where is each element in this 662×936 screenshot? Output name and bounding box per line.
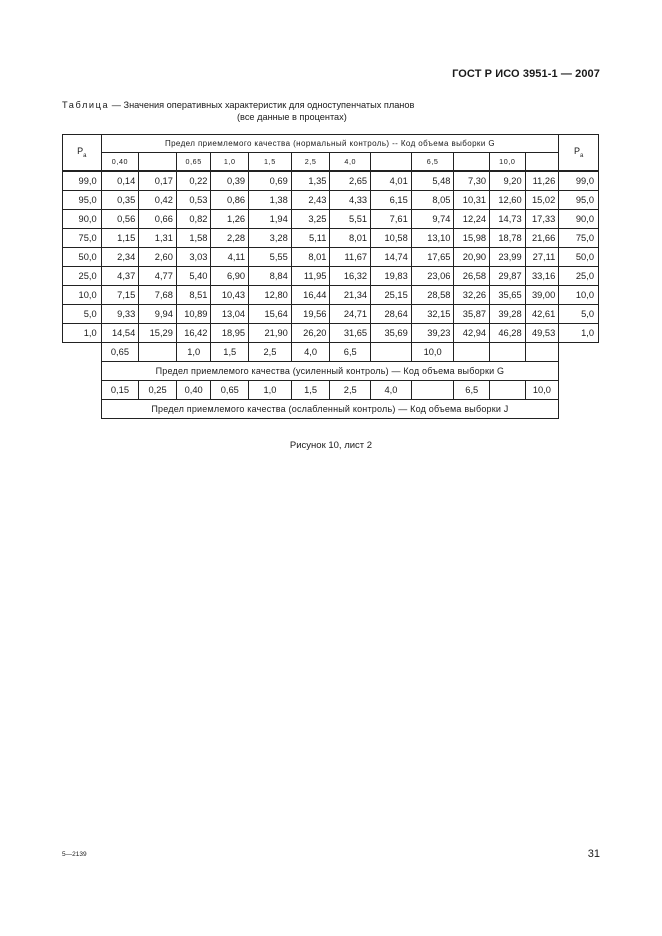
- table-cell: 18,78: [490, 229, 526, 248]
- table-cell: 0,82: [176, 210, 211, 229]
- table-cell: 16,44: [291, 286, 330, 305]
- aql-tightened-cell: [139, 343, 177, 362]
- aql-normal-cell: [371, 153, 412, 172]
- table-cell: 0,56: [101, 210, 139, 229]
- aql-normal-cell: 10,0: [490, 153, 526, 172]
- pa-value-cell: 95,0: [63, 191, 102, 210]
- table-cell: 2,65: [330, 171, 371, 191]
- table-row: [63, 210, 599, 229]
- table-cell: 35,69: [371, 324, 412, 343]
- aql-normal-cell: 1,0: [211, 153, 249, 172]
- table-cell: 1,15: [101, 229, 139, 248]
- aql-tightened-cell: [454, 343, 490, 362]
- table-cell: 15,98: [454, 229, 490, 248]
- table-cell: 1,31: [139, 229, 177, 248]
- table-cell: 13,04: [211, 305, 249, 324]
- table-cell: 27,11: [525, 248, 559, 267]
- table-row: [63, 286, 599, 305]
- pa-value-cell: 75,0: [63, 229, 102, 248]
- table-cell: 28,64: [371, 305, 412, 324]
- table-cell: 9,20: [490, 171, 526, 191]
- table-cell: 0,14: [101, 171, 139, 191]
- aql-reduced-cell: 0,25: [139, 381, 177, 400]
- table-cell: 25,15: [371, 286, 412, 305]
- table-cell: 39,28: [490, 305, 526, 324]
- table-cell: 26,58: [454, 267, 490, 286]
- table-cell: 42,94: [454, 324, 490, 343]
- spacer-cell: [63, 343, 102, 362]
- aql-reduced-cell: 0,40: [176, 381, 211, 400]
- aql-tightened-cell: 6,5: [330, 343, 371, 362]
- table-cell: 16,32: [330, 267, 371, 286]
- table-row: [63, 305, 599, 324]
- spacer-cell: [63, 381, 102, 400]
- pa-value-cell: 50,0: [559, 248, 599, 267]
- table-cell: 23,06: [411, 267, 454, 286]
- reduced-aql-row: [63, 381, 599, 400]
- table-cell: 7,68: [139, 286, 177, 305]
- table-cell: 32,26: [454, 286, 490, 305]
- table-cell: 19,83: [371, 267, 412, 286]
- aql-reduced-cell: 2,5: [330, 381, 371, 400]
- pa-value-cell: 10,0: [559, 286, 599, 305]
- table-cell: 14,54: [101, 324, 139, 343]
- pa-value-cell: 10,0: [63, 286, 102, 305]
- table-cell: 5,48: [411, 171, 454, 191]
- table-cell: 12,24: [454, 210, 490, 229]
- aql-normal-cell: 0,65: [176, 153, 211, 172]
- table-cell: 1,35: [291, 171, 330, 191]
- table-cell: 0,22: [176, 171, 211, 191]
- table-cell: 14,74: [371, 248, 412, 267]
- page-number: 31: [587, 848, 600, 860]
- table-cell: 15,02: [525, 191, 559, 210]
- table-cell: 7,61: [371, 210, 412, 229]
- table-cell: 12,80: [249, 286, 292, 305]
- table-cell: 18,95: [211, 324, 249, 343]
- aql-tightened-cell: [371, 343, 412, 362]
- table-cell: 23,99: [490, 248, 526, 267]
- table-cell: 26,20: [291, 324, 330, 343]
- aql-tightened-cell: 10,0: [411, 343, 454, 362]
- aql-reduced-cell: 0,65: [211, 381, 249, 400]
- table-cell: 39,00: [525, 286, 559, 305]
- table-cell: 2,28: [211, 229, 249, 248]
- aql-normal-cell: 1,5: [249, 153, 292, 172]
- table-cell: 2,43: [291, 191, 330, 210]
- pa-header-right: $P_a$: [559, 135, 599, 172]
- table-cell: 3,03: [176, 248, 211, 267]
- table-cell: 0,69: [249, 171, 292, 191]
- aql-tightened-cell: [525, 343, 559, 362]
- table-cell: 1,26: [211, 210, 249, 229]
- table-cell: 11,26: [525, 171, 559, 191]
- aql-normal-cell: 0,40: [101, 153, 139, 172]
- table-cell: 15,64: [249, 305, 292, 324]
- pa-value-cell: 25,0: [559, 267, 599, 286]
- aql-reduced-cell: 4,0: [371, 381, 412, 400]
- pa-value-cell: 1,0: [559, 324, 599, 343]
- aql-reduced-cell: 1,5: [291, 381, 330, 400]
- aql-tightened-cell: 0,65: [101, 343, 139, 362]
- table-cell: 3,28: [249, 229, 292, 248]
- table-cell: 12,60: [490, 191, 526, 210]
- table-cell: 42,61: [525, 305, 559, 324]
- table-cell: 5,40: [176, 267, 211, 286]
- table-cell: 8,05: [411, 191, 454, 210]
- caption-title: — Значения оперативных характеристик для одноступенчатых планов: [109, 100, 415, 110]
- table-cell: 8,01: [330, 229, 371, 248]
- table-cell: 21,90: [249, 324, 292, 343]
- table-row: [63, 248, 599, 267]
- aql-reduced-cell: 0,15: [101, 381, 139, 400]
- table-cell: 4,01: [371, 171, 412, 191]
- table-cell: 8,51: [176, 286, 211, 305]
- reduced-inspection-label: Предел приемлемого качества (ослабленный контроль) — Код объема выборки J: [101, 400, 559, 419]
- table-cell: 24,71: [330, 305, 371, 324]
- table-cell: 10,58: [371, 229, 412, 248]
- aql-normal-cell: 2,5: [291, 153, 330, 172]
- table-cell: 11,95: [291, 267, 330, 286]
- table-cell: 10,43: [211, 286, 249, 305]
- table-cell: 14,73: [490, 210, 526, 229]
- table-row: [63, 171, 599, 191]
- aql-reduced-cell: 6,5: [454, 381, 490, 400]
- table-cell: 15,29: [139, 324, 177, 343]
- table-cell: 0,17: [139, 171, 177, 191]
- reduced-label-row: [63, 400, 599, 419]
- table-cell: 7,15: [101, 286, 139, 305]
- table-cell: 0,42: [139, 191, 177, 210]
- aql-reduced-cell: [490, 381, 526, 400]
- table-cell: 5,11: [291, 229, 330, 248]
- pa-value-cell: 25,0: [63, 267, 102, 286]
- table-cell: 19,56: [291, 305, 330, 324]
- header-row-1: [63, 135, 599, 153]
- table-cell: 35,87: [454, 305, 490, 324]
- table-cell: 5,51: [330, 210, 371, 229]
- table-cell: 11,67: [330, 248, 371, 267]
- table-cell: 8,84: [249, 267, 292, 286]
- table-cell: 6,15: [371, 191, 412, 210]
- table-cell: 10,89: [176, 305, 211, 324]
- aql-reduced-cell: [411, 381, 454, 400]
- aql-reduced-cell: 1,0: [249, 381, 292, 400]
- aql-reduced-cell: 10,0: [525, 381, 559, 400]
- normal-aql-row: [63, 153, 599, 172]
- table-cell: 5,55: [249, 248, 292, 267]
- aql-normal-cell: [139, 153, 177, 172]
- aql-normal-cell: 4,0: [330, 153, 371, 172]
- table-cell: 1,38: [249, 191, 292, 210]
- normal-inspection-header: Предел приемлемого качества (нормальный контроль) -- Код объема выборки G: [101, 135, 559, 153]
- table-cell: 1,58: [176, 229, 211, 248]
- pa-value-cell: 99,0: [559, 171, 599, 191]
- table-cell: 29,87: [490, 267, 526, 286]
- table-row: [63, 324, 599, 343]
- aql-normal-cell: [525, 153, 559, 172]
- table-cell: 16,42: [176, 324, 211, 343]
- table-cell: 21,34: [330, 286, 371, 305]
- tightened-label-row: [63, 362, 599, 381]
- caption-word: Таблица: [62, 100, 110, 110]
- aql-normal-cell: [454, 153, 490, 172]
- table-cell: 0,35: [101, 191, 139, 210]
- table-cell: 4,11: [211, 248, 249, 267]
- table-cell: 13,10: [411, 229, 454, 248]
- pa-value-cell: 1,0: [63, 324, 102, 343]
- table-cell: 4,33: [330, 191, 371, 210]
- table-cell: 3,25: [291, 210, 330, 229]
- tightened-aql-row: [63, 343, 599, 362]
- table-cell: 9,33: [101, 305, 139, 324]
- table-cell: 8,01: [291, 248, 330, 267]
- table-row: [63, 191, 599, 210]
- table-cell: 1,94: [249, 210, 292, 229]
- pa-value-cell: 50,0: [63, 248, 102, 267]
- pa-value-cell: 75,0: [559, 229, 599, 248]
- table-cell: 10,31: [454, 191, 490, 210]
- table-cell: 9,74: [411, 210, 454, 229]
- table-row: [63, 229, 599, 248]
- table-row: [63, 267, 599, 286]
- caption-subtitle: (все данные в процентах): [237, 112, 347, 122]
- aql-tightened-cell: 1,0: [176, 343, 211, 362]
- print-code: 5—2139: [62, 851, 87, 858]
- aql-tightened-cell: [490, 343, 526, 362]
- table-cell: 0,66: [139, 210, 177, 229]
- table-cell: 39,23: [411, 324, 454, 343]
- table-cell: 28,58: [411, 286, 454, 305]
- aql-tightened-cell: 2,5: [249, 343, 292, 362]
- table-cell: 21,66: [525, 229, 559, 248]
- table-cell: 46,28: [490, 324, 526, 343]
- spacer-cell: [63, 362, 102, 381]
- table-cell: 0,86: [211, 191, 249, 210]
- table-cell: 6,90: [211, 267, 249, 286]
- pa-value-cell: 5,0: [559, 305, 599, 324]
- table-cell: 20,90: [454, 248, 490, 267]
- table-cell: 35,65: [490, 286, 526, 305]
- standard-code: ГОСТ Р ИСО 3951-1 — 2007: [452, 68, 600, 80]
- pa-header-left: $P_a$: [63, 135, 102, 172]
- pa-value-cell: 90,0: [63, 210, 102, 229]
- spacer-cell: [63, 400, 102, 419]
- tightened-inspection-label: Предел приемлемого качества (усиленный контроль) — Код объема выборки G: [101, 362, 559, 381]
- table-caption: [62, 99, 502, 123]
- table-cell: 49,53: [525, 324, 559, 343]
- pa-value-cell: 90,0: [559, 210, 599, 229]
- table-cell: 9,94: [139, 305, 177, 324]
- table-cell: 2,60: [139, 248, 177, 267]
- pa-value-cell: 99,0: [63, 171, 102, 191]
- table-cell: 4,37: [101, 267, 139, 286]
- pa-value-cell: 5,0: [63, 305, 102, 324]
- table-cell: 17,65: [411, 248, 454, 267]
- table-cell: 0,39: [211, 171, 249, 191]
- pa-value-cell: 95,0: [559, 191, 599, 210]
- aql-tightened-cell: 4,0: [291, 343, 330, 362]
- table-cell: 33,16: [525, 267, 559, 286]
- table-cell: 4,77: [139, 267, 177, 286]
- table-cell: 32,15: [411, 305, 454, 324]
- table-cell: 7,30: [454, 171, 490, 191]
- figure-caption: Рисунок 10, лист 2: [289, 440, 373, 451]
- oc-values-table: [62, 134, 599, 419]
- aql-tightened-cell: 1,5: [211, 343, 249, 362]
- table-cell: 17,33: [525, 210, 559, 229]
- table-cell: 2,34: [101, 248, 139, 267]
- aql-normal-cell: 6,5: [411, 153, 454, 172]
- table-cell: 0,53: [176, 191, 211, 210]
- table-cell: 31,65: [330, 324, 371, 343]
